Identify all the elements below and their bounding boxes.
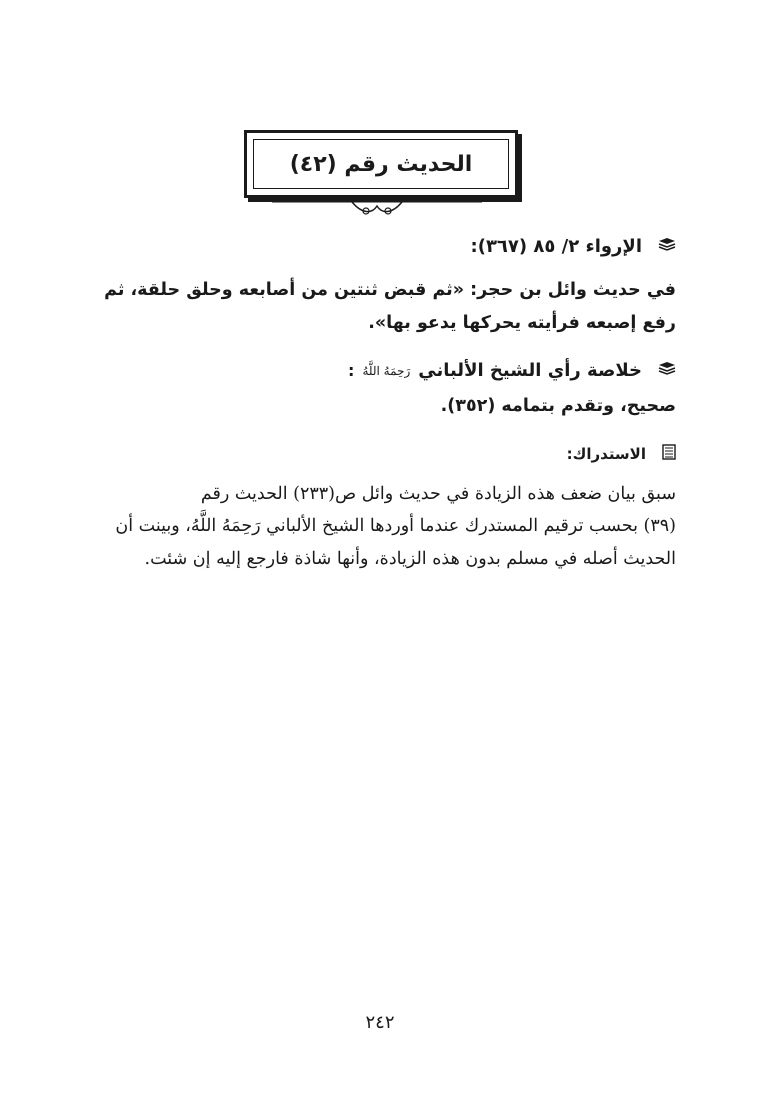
section-3-heading: الاستدراك: bbox=[566, 445, 646, 463]
section-3-line-3: الحديث أصله في مسلم بدون هذه الزيادة، وأنها شاذة فارجع إليه إن شئت. bbox=[144, 549, 676, 569]
book-stack-icon bbox=[658, 361, 676, 381]
section-2-heading: خلاصة رأي الشيخ الألباني bbox=[418, 360, 642, 381]
page-number: ٢٤٢ bbox=[365, 1012, 395, 1033]
section-1-line-1: في حديث وائل بن حجر: «ثم قبض ثنتين من أصابعه وحلق حلقة، ثم bbox=[104, 280, 676, 300]
title-ornament bbox=[272, 196, 482, 220]
page-title: الحديث رقم (٤٢) bbox=[289, 151, 473, 177]
document-icon bbox=[662, 444, 676, 464]
section-3-heading-row bbox=[567, 444, 676, 464]
section-1-line-2: رفع إصبعه فرأيته يحركها يدعو بها». bbox=[368, 313, 676, 333]
section-1-heading-row bbox=[471, 236, 677, 257]
section-3-line-2: (٣٩) بحسب ترقيم المستدرك عندما أوردها الشيخ الألباني رَحِمَهُ اللَّهُ، وبينت أن bbox=[115, 516, 676, 536]
section-2-line-1: صحيح، وتقدم بتمامه (٣٥٢). bbox=[440, 396, 676, 416]
book-stack-icon bbox=[658, 237, 676, 257]
section-2-heading-suffix: : bbox=[348, 361, 355, 380]
title-box bbox=[244, 130, 518, 198]
section-2-heading-row bbox=[348, 360, 676, 381]
section-1-heading: الإرواء ٢/ ٨٥ (٣٦٧): bbox=[470, 236, 642, 257]
honorific: رَحِمَهُ اللَّهُ bbox=[362, 363, 411, 378]
section-3-line-1: سبق بيان ضعف هذه الزيادة في حديث وائل ص(٢٣٣) الحديث رقم bbox=[200, 484, 676, 504]
